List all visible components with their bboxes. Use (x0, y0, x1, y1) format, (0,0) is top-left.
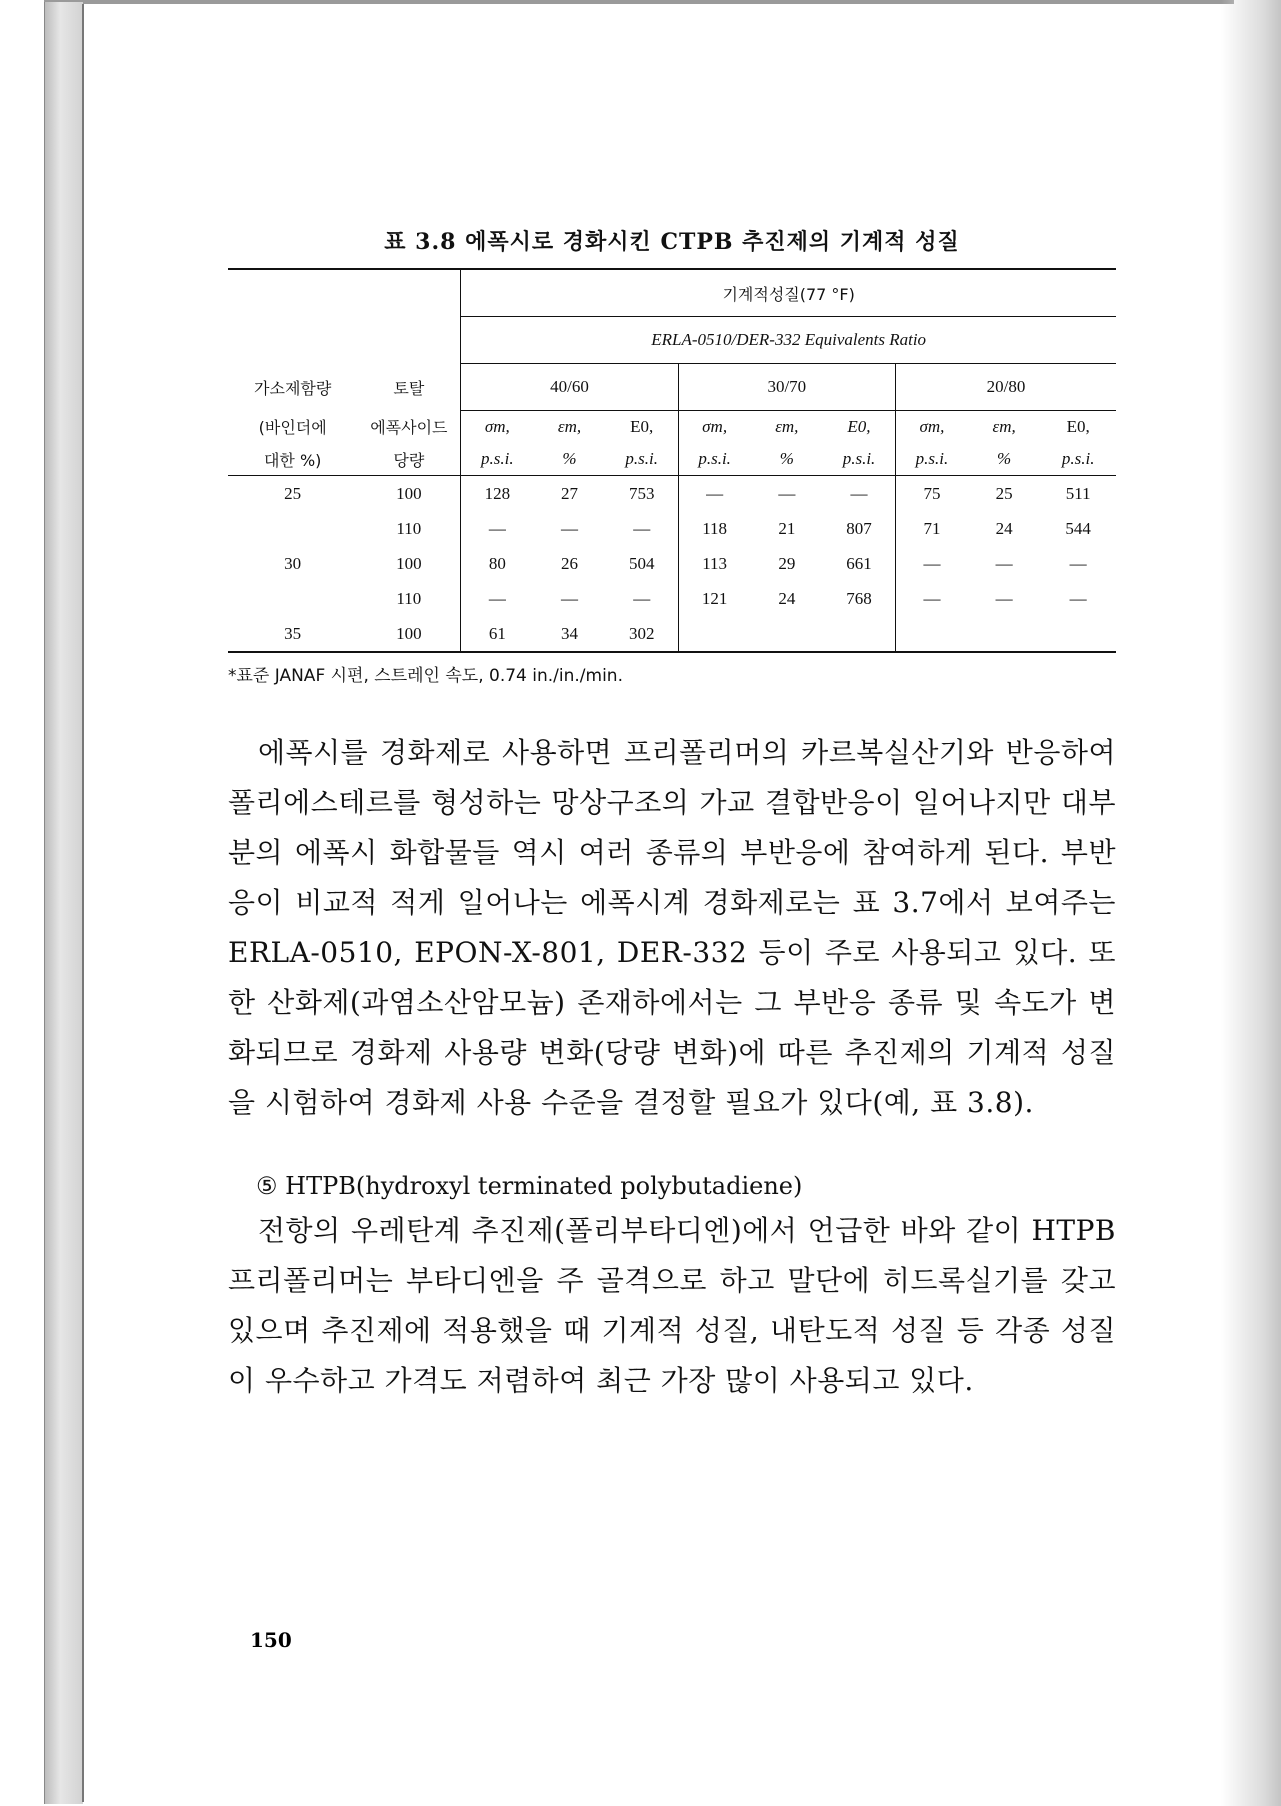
cell-value: 61 (461, 616, 533, 652)
section-heading-htpb: ⑤ HTPB(hydroxyl terminated polybutadiene) (256, 1172, 803, 1200)
cell-value (1040, 616, 1116, 652)
cell-value: 80 (461, 546, 533, 581)
cell-value: — (850, 483, 868, 503)
ratio-20-80: 20/80 (895, 364, 1116, 411)
cell-value: 24 (995, 518, 1013, 538)
cell-value: 75 (895, 476, 967, 512)
header-blank-4 (357, 317, 460, 364)
table-row (228, 546, 1116, 581)
cell-plasticizer: 30 (284, 553, 302, 573)
header-blank-2 (357, 269, 460, 317)
page-edge-shadow (1221, 0, 1281, 1806)
table-row (228, 476, 1116, 512)
cell-value: — (778, 483, 796, 503)
cell-value: — (895, 546, 967, 581)
sym-sigma: σm, (678, 411, 750, 444)
body-paragraph-1: 에폭시를 경화제로 사용하면 프리폴리머의 카르복실산기와 반응하여 폴리에스테르를 형성하는 망상구조의 가교 결합반응이 일어나지만 대부분의 에폭시 화합물들 역시 여러 종류의 부반응에 참여하게 된다. 부반응이 비교적 적게 일어나는 에폭시계 경화제로는 표 3.7에서 보여주는 ERLA-0510, EPON-X-801, DER-332 등이 주로 사용되고 있다. 또한 산화제(과염소산암모늄) 존재하에서는 그 부반응 종류 및 속도가 변화되므로 경화제 사용량 변화(당량 변화)에 따른 추진제의 기계적 성질을 시험하여 경화제 사용 수준을 결정할 필요가 있다(예, 표 3.8). (228, 736, 1116, 1119)
cell-value: 24 (778, 588, 796, 608)
cell-equiv: 100 (357, 616, 460, 652)
unit-psi: p.s.i. (606, 443, 678, 476)
cell-value: 302 (606, 616, 678, 652)
table-row (228, 511, 1116, 546)
cell-plasticizer (228, 511, 357, 546)
col-plasticizer-line1: 가소제함량 (254, 378, 332, 398)
cell-value: 25 (995, 483, 1013, 503)
unit-pct: % (751, 443, 823, 476)
cell-value: 26 (561, 553, 578, 573)
cell-value: 29 (778, 553, 796, 573)
cell-value: 128 (461, 476, 533, 512)
col-plasticizer-line3: 대한 %) (228, 443, 357, 476)
cell-equiv: 100 (396, 483, 422, 503)
table-footnote: *표준 JANAF 시편, 스트레인 속도, 0.74 in./in./min. (228, 666, 623, 686)
cell-value: — (895, 581, 967, 616)
unit-psi: p.s.i. (823, 443, 895, 476)
sym-sigma: σm, (895, 411, 967, 444)
table-row (228, 581, 1116, 616)
table-row (228, 616, 1116, 652)
unit-psi: p.s.i. (895, 443, 967, 476)
cell-equiv: 110 (396, 588, 422, 608)
cell-value: — (995, 588, 1013, 608)
cell-value: 768 (846, 588, 872, 608)
sym-sigma: σm, (461, 411, 533, 444)
mechanical-properties-table (228, 268, 1116, 653)
cell-value: — (1069, 588, 1087, 608)
col-epoxide-line1: 토탈 (393, 378, 425, 398)
cell-plasticizer: 35 (228, 616, 357, 652)
cell-value: 71 (895, 511, 967, 546)
cell-value: 661 (846, 553, 872, 573)
unit-psi: p.s.i. (678, 443, 750, 476)
cell-value: 21 (778, 518, 796, 538)
cell-value: 118 (678, 511, 750, 546)
cell-value (968, 616, 1040, 652)
unit-pct: % (968, 443, 1040, 476)
col-plasticizer-line2: (바인더에 (258, 418, 327, 438)
sym-E: E0, (847, 417, 871, 436)
cell-value: — (561, 588, 578, 608)
cell-value (823, 616, 895, 652)
cell-value (678, 616, 750, 652)
ratio-40-60: 40/60 (461, 364, 678, 411)
cell-value: 807 (846, 518, 872, 538)
cell-value: — (633, 588, 651, 608)
cell-value: 34 (533, 616, 605, 652)
cell-value: — (561, 518, 578, 538)
cell-plasticizer: 25 (284, 483, 302, 503)
table-caption: 표 3.8 에폭시로 경화시킨 CTPB 추진제의 기계적 성질 (384, 229, 960, 255)
cell-value: — (461, 581, 533, 616)
unit-psi: p.s.i. (461, 443, 533, 476)
cell-plasticizer (228, 581, 357, 616)
cell-value: 511 (1065, 483, 1091, 503)
unit-psi: p.s.i. (1040, 443, 1116, 476)
cell-value (895, 616, 967, 652)
col-epoxide-line2: 에폭사이드 (370, 418, 448, 438)
col-epoxide-line3: 당량 (357, 443, 460, 476)
cell-value: — (633, 518, 651, 538)
header-blank-3 (228, 317, 357, 364)
cell-value: 113 (678, 546, 750, 581)
unit-pct: % (533, 443, 605, 476)
cell-value: 544 (1065, 518, 1091, 538)
cell-value: 27 (561, 483, 578, 503)
sym-eps: εm, (992, 417, 1016, 436)
cell-value: — (461, 511, 533, 546)
cell-value: — (995, 553, 1013, 573)
cell-equiv: 110 (396, 518, 422, 538)
ratio-30-70: 30/70 (678, 364, 895, 411)
sym-eps: εm, (775, 417, 799, 436)
cell-value: 753 (628, 483, 655, 503)
cell-value: 504 (628, 553, 655, 573)
cell-value (751, 616, 823, 652)
sym-E: E0, (1066, 417, 1090, 436)
body-paragraph-2: 전항의 우레탄계 추진제(폴리부타디엔)에서 언급한 바와 같이 HTPB 프리폴리머는 부타디엔을 주 골격으로 하고 말단에 히드록실기를 갖고 있으며 추진제에 적용했을 때 기계적 성질, 내탄도적 성질 등 각종 성질이 우수하고 가격도 저렴하여 최근 가장 많이 사용되고 있다. (228, 1214, 1116, 1397)
header-blank-1 (228, 269, 357, 317)
cell-value: — (1069, 553, 1087, 573)
cell-value: — (678, 476, 750, 512)
book-spine (44, 2, 83, 1804)
page-number: 150 (250, 1628, 292, 1652)
cell-value: 121 (678, 581, 750, 616)
cell-equiv: 100 (396, 553, 422, 573)
group-header: 기계적성질(77 °F) (461, 269, 1116, 317)
sym-eps: εm, (557, 417, 582, 436)
ratio-header: ERLA-0510/DER-332 Equivalents Ratio (461, 317, 1116, 364)
page-content (228, 225, 1116, 1406)
sym-E: E0, (630, 417, 654, 436)
